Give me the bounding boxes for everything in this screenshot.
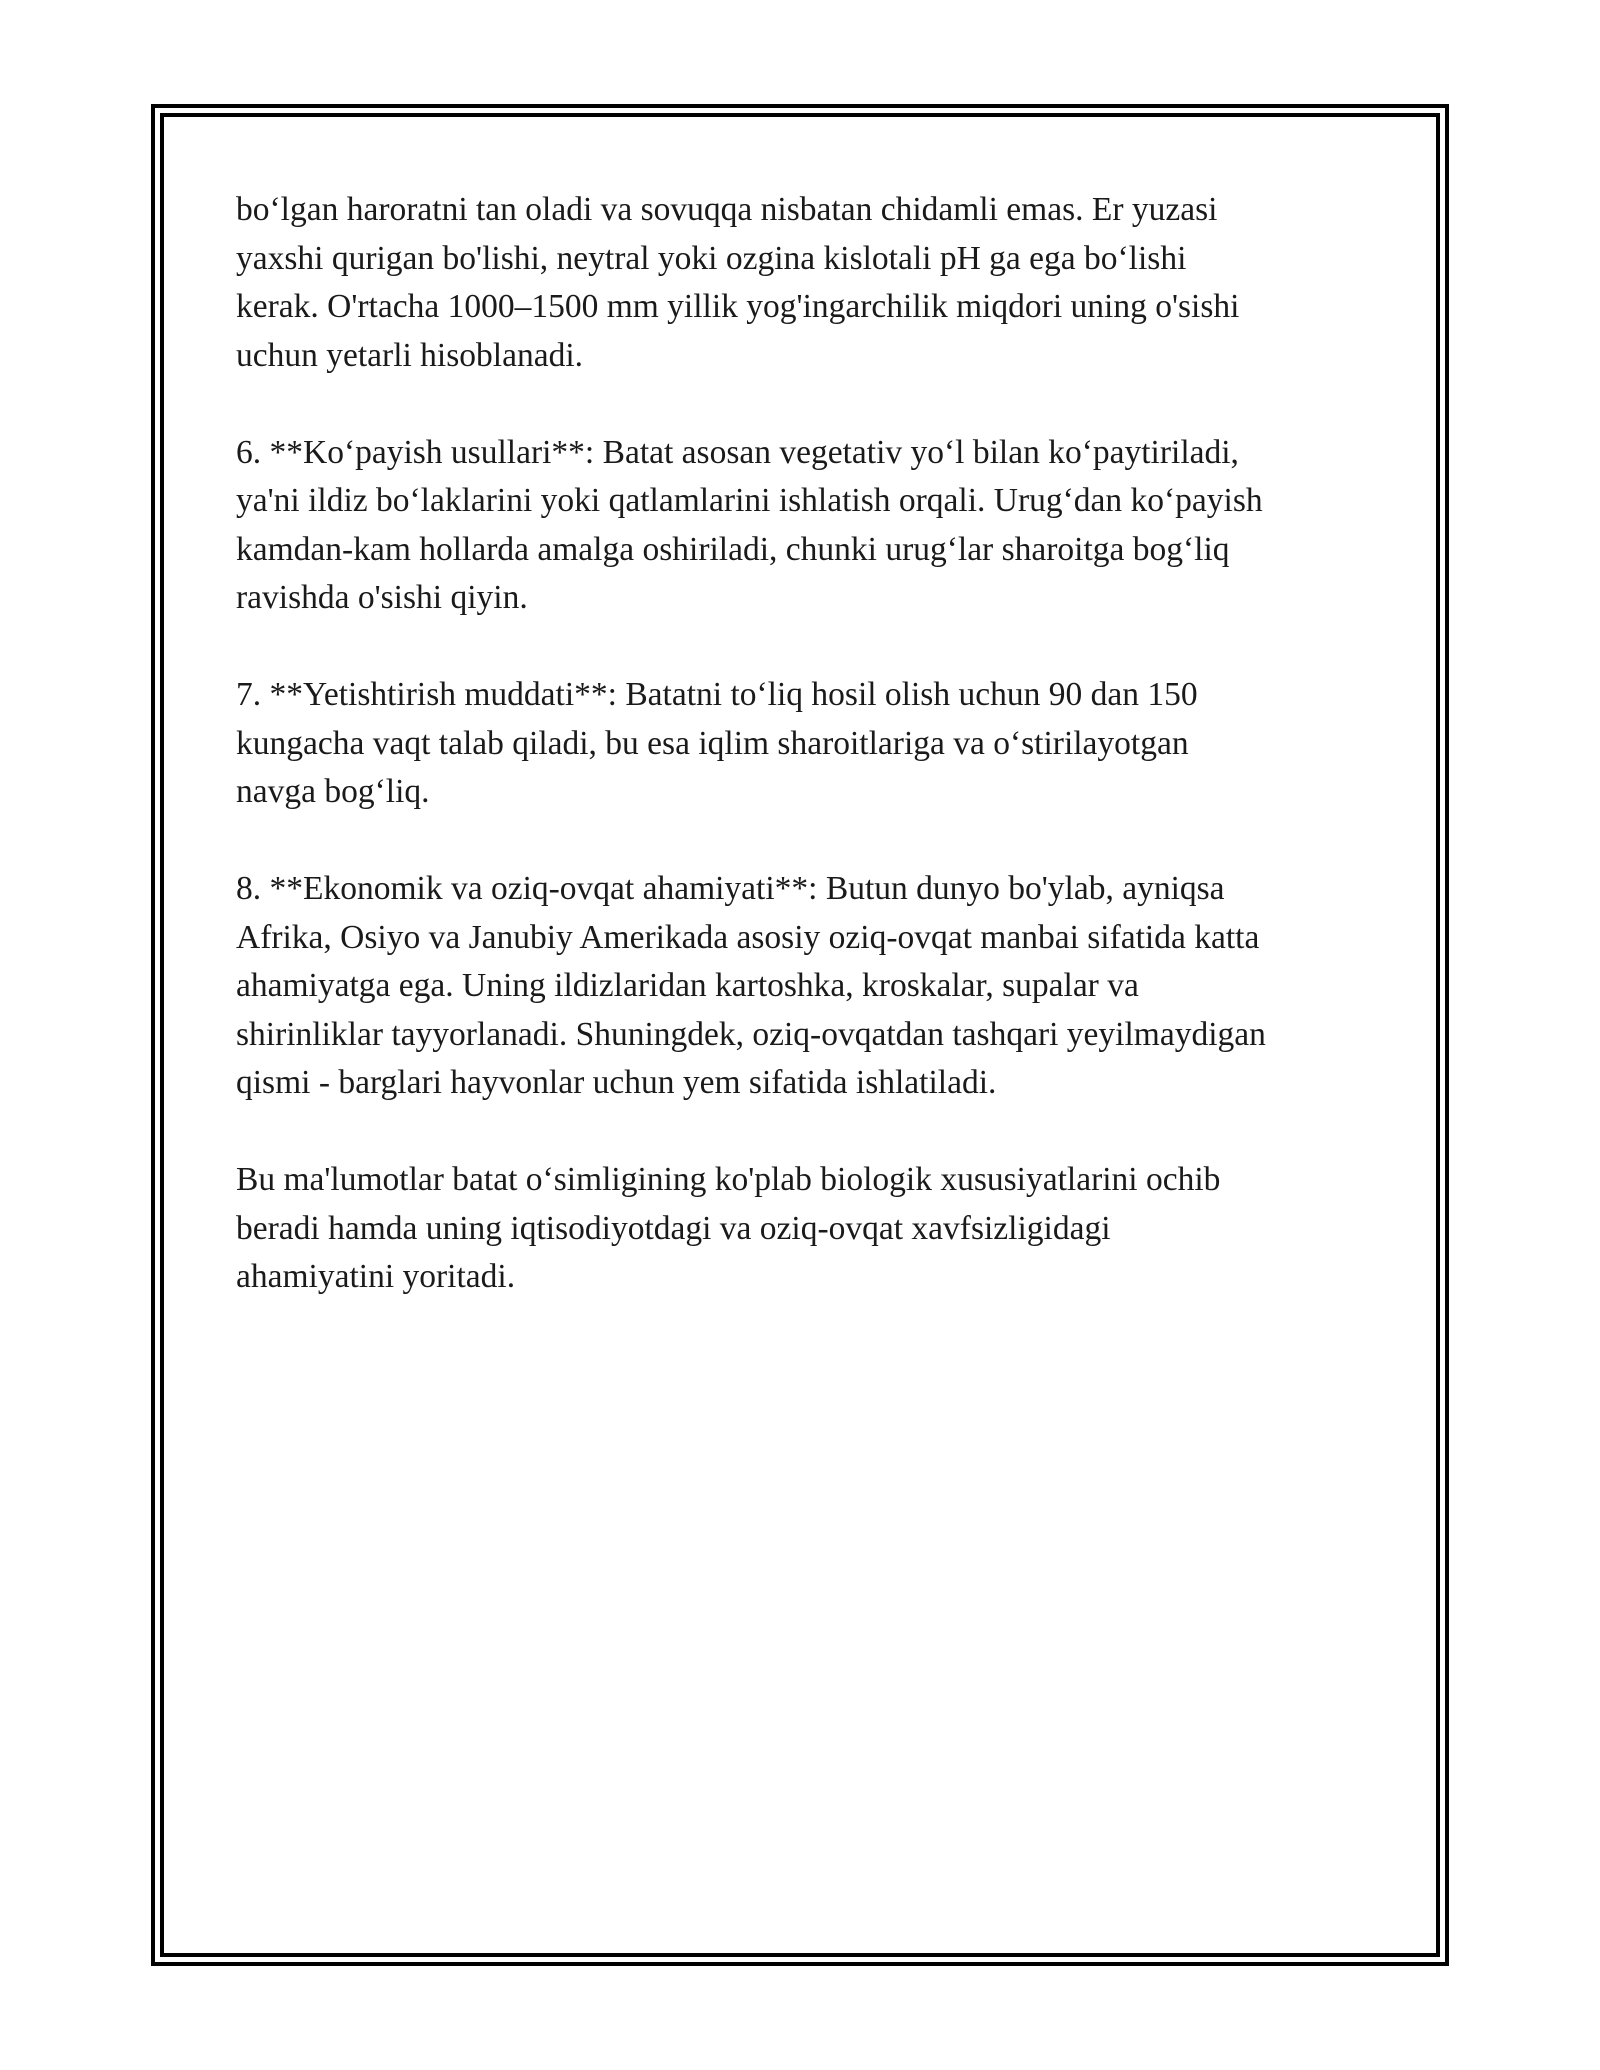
text-line: ya'ni ildiz bo‘laklarini yoki qatlamlarini ishlatish orqali. Urug‘dan ko‘payish [236, 482, 1263, 519]
text-line: qismi - barglari hayvonlar uchun yem sifatida ishlatiladi. [236, 1064, 997, 1101]
text-line: 7. **Yetishtirish muddati**: Batatni to‘liq hosil olish uchun 90 dan 150 [236, 676, 1198, 713]
paragraph-economic-importance [236, 865, 1376, 1108]
text-line: 6. **Ko‘payish usullari**: Batat asosan vegetativ yo‘l bilan ko‘paytiriladi, [236, 433, 1239, 471]
text-line: ahamiyatga ega. Uning ildizlaridan kartoshka, kroskalar, supalar va [236, 967, 1139, 1004]
text-line: shirinliklar tayyorlanadi. Shuningdek, oziq-ovqatdan tashqari yeyilmaydigan [236, 1015, 1266, 1053]
text-line: yaxshi qurigan bo'lishi, neytral yoki ozgina kislotali pH ga ega bo‘lishi [236, 239, 1187, 277]
text-line: navga bog‘liq. [236, 773, 430, 810]
text-line: beradi hamda uning iqtisodiyotdagi va oziq-ovqat xavfsizligidagi [236, 1209, 1111, 1247]
text-line: kungacha vaqt talab qiladi, bu esa iqlim sharoitlariga va o‘stirilayotgan [236, 724, 1189, 762]
paragraph-conclusion [236, 1156, 1376, 1302]
text-line: Bu ma'lumotlar batat o‘simligining ko'plab biologik xususiyatlarini ochib [236, 1161, 1221, 1198]
text-line: Afrika, Osiyo va Janubiy Amerikada asosiy oziq-ovqat manbai sifatida katta [236, 918, 1260, 956]
paragraph-propagation [236, 429, 1376, 623]
text-line: ahamiyatini yoritadi. [236, 1258, 516, 1295]
text-line: 8. **Ekonomik va oziq-ovqat ahamiyati**: Butun dunyo bo'ylab, ayniqsa [236, 870, 1225, 907]
text-line: bo‘lgan haroratni tan oladi va sovuqqa nisbatan chidamli emas. Er yuzasi [236, 191, 1218, 228]
text-line: kamdan-kam hollarda amalga oshiriladi, chunki urug‘lar sharoitga bog‘liq [236, 530, 1230, 568]
document-body [236, 186, 1376, 1350]
text-line: uchun yetarli hisoblanadi. [236, 336, 584, 374]
paragraph-climate-soil [236, 186, 1376, 380]
paragraph-growing-period [236, 671, 1376, 817]
text-line: ravishda o'sishi qiyin. [236, 579, 528, 616]
text-line: kerak. O'rtacha 1000–1500 mm yillik yog'ingarchilik miqdori uning o'sishi [236, 288, 1240, 325]
